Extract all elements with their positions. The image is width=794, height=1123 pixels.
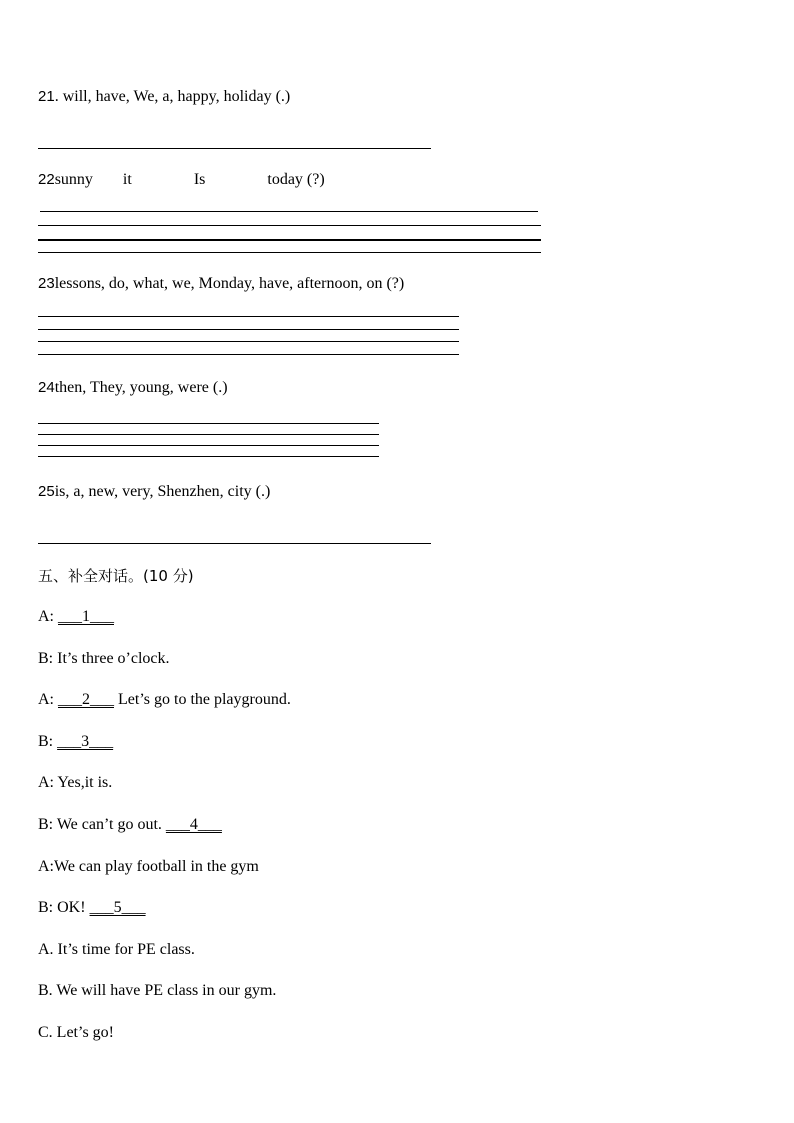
speaker-label: B: — [38, 899, 54, 916]
option-a: A. It’s time for PE class. — [38, 941, 195, 958]
speaker-label: A: — [38, 691, 54, 708]
question-word: Is — [193, 171, 206, 188]
speaker-label: B: — [38, 650, 54, 667]
question-number: 24 — [38, 379, 55, 396]
question-25 — [38, 482, 270, 502]
answer-blank[interactable]: ___2___ — [58, 691, 114, 708]
dialogue-line — [38, 607, 114, 627]
option-b: B. We will have PE class in our gym. — [38, 982, 277, 999]
answer-line[interactable] — [38, 434, 379, 435]
speaker-label: B: — [38, 816, 54, 833]
speaker-label: A: — [38, 608, 54, 625]
dialogue-text: OK! — [57, 899, 90, 916]
answer-line[interactable] — [38, 445, 379, 446]
question-number: 21 — [38, 88, 55, 105]
question-number: 25 — [38, 483, 55, 500]
answer-line[interactable] — [38, 148, 431, 149]
answer-blank[interactable]: ___1___ — [58, 608, 114, 625]
answer-line[interactable] — [38, 341, 459, 342]
dialogue-text: We can’t go out. — [56, 816, 166, 833]
answer-line[interactable] — [38, 225, 541, 226]
section-heading: 五、补全对话。(10 分) — [38, 567, 194, 585]
question-words: then, They, young, were (.) — [54, 379, 228, 396]
answer-line[interactable] — [38, 423, 379, 424]
dialogue-line — [38, 690, 291, 710]
option-c: C. Let’s go! — [38, 1024, 114, 1041]
dialogue-text: It’s three o’clock. — [57, 650, 170, 667]
question-words: . will, have, We, a, happy, holiday (.) — [54, 88, 291, 105]
answer-line[interactable] — [38, 354, 459, 355]
dialogue-line — [38, 732, 113, 752]
answer-line[interactable] — [40, 211, 538, 212]
dialogue-line — [38, 898, 146, 918]
answer-blank[interactable]: ___3___ — [57, 733, 114, 750]
question-24 — [38, 378, 228, 398]
question-21 — [38, 87, 290, 107]
question-words: is, a, new, very, Shenzhen, city (.) — [54, 483, 271, 500]
dialogue-line — [38, 857, 259, 877]
dialogue-text: Let’s go to the playground. — [114, 691, 291, 708]
speaker-label: A: — [38, 774, 54, 791]
dialogue-text: We can play football in the gym — [54, 858, 259, 875]
answer-line[interactable] — [38, 252, 541, 253]
dialogue-line — [38, 649, 170, 669]
question-22 — [38, 170, 325, 190]
dialogue-text: Yes,it is. — [57, 774, 113, 791]
question-number: 23 — [38, 275, 55, 292]
answer-line[interactable] — [38, 543, 431, 544]
answer-line[interactable] — [38, 239, 541, 241]
answer-line[interactable] — [38, 316, 459, 317]
answer-blank[interactable]: ___5___ — [89, 899, 146, 916]
question-number: 22 — [38, 171, 55, 188]
dialogue-line — [38, 773, 112, 793]
question-word: sunny — [54, 171, 93, 188]
question-word: today (?) — [267, 171, 325, 188]
answer-line[interactable] — [38, 329, 459, 330]
question-23 — [38, 274, 404, 294]
answer-blank[interactable]: ___4___ — [165, 816, 222, 833]
speaker-label: A: — [38, 858, 54, 875]
speaker-label: B: — [38, 733, 54, 750]
question-word: it — [122, 171, 132, 188]
dialogue-line — [38, 815, 222, 835]
answer-line[interactable] — [38, 456, 379, 457]
question-words: lessons, do, what, we, Monday, have, afternoon, on (?) — [54, 275, 405, 292]
